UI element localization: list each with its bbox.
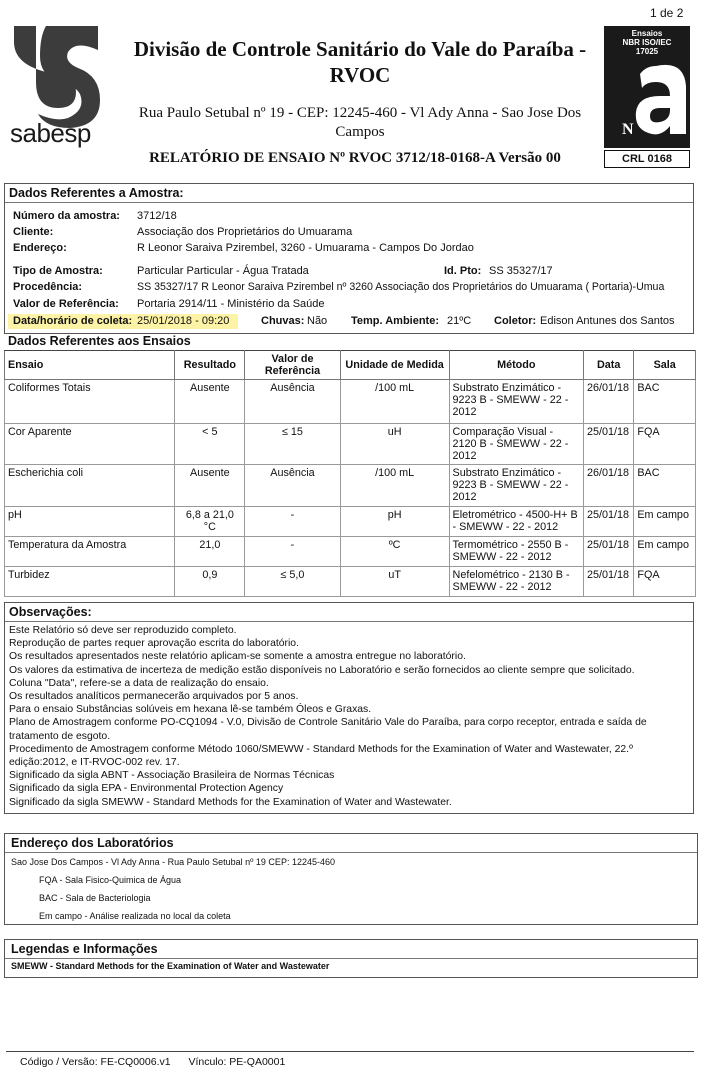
address-label: Endereço: — [13, 242, 67, 254]
observation-line: Coluna "Data", refere-se a data de realização do ensaio. — [9, 677, 269, 689]
test-method: Termométrico - 2550 B - SMEWW - 22 - 2012 — [449, 537, 583, 567]
test-result: 0,9 — [175, 567, 245, 597]
collector-label: Coletor: — [494, 315, 537, 327]
sample-section-title: Dados Referentes a Amostra: — [9, 186, 184, 200]
table-row — [5, 567, 696, 597]
test-reference: Ausência — [245, 465, 340, 507]
observation-line: Os resultados apresentados neste relatório aplicam-se somente a amostra entregue no laboratório. — [9, 651, 466, 663]
column-header: Valor de Referência — [245, 351, 340, 380]
observation-line: Os resultados analíticos permanecerão arquivados por 5 anos. — [9, 691, 299, 703]
table-row — [5, 465, 696, 507]
point-id-label: Id. Pto: — [444, 265, 482, 277]
sample-type-value: Particular Particular - Água Tratada — [137, 265, 309, 277]
test-method: Eletrométrico - 4500-H+ B - SMEWW - 22 - 2012 — [449, 507, 583, 537]
test-room: Em campo — [634, 507, 696, 537]
rain-label: Chuvas: — [261, 315, 305, 327]
logo-text: sabesp — [10, 118, 91, 148]
lab-item: BAC - Sala de Bacteriologia — [39, 893, 151, 903]
column-header: Unidade de Medida — [340, 351, 449, 380]
legends-title: Legendas e Informações — [11, 942, 158, 956]
test-date: 25/01/18 — [584, 424, 634, 465]
form-code: Código / Versão: FE-CQ0006.v1 — [20, 1056, 171, 1068]
test-result: Ausente — [175, 465, 245, 507]
column-header: Data — [584, 351, 634, 380]
temperature-value: 21ºC — [447, 315, 472, 327]
legends-section — [4, 939, 698, 978]
observation-line: tratamento de esgoto. — [9, 730, 111, 742]
lab-address: Rua Paulo Setubal nº 19 - CEP: 12245-460 - Vl Ady Anna - Sao Jose Dos Campos — [138, 105, 582, 140]
rain-value: Não — [307, 315, 328, 327]
table-row — [5, 424, 696, 465]
client-label: Cliente: — [13, 226, 54, 238]
crl-code: CRL 0168 — [604, 150, 690, 168]
address-value: R Leonor Saraiva Pzirembel, 3260 - Umuarama - Campos Do Jordao — [137, 242, 474, 254]
observations-header-bar — [5, 603, 693, 622]
test-room: FQA — [634, 567, 696, 597]
observation-line: Para o ensaio Substâncias solúveis em hexana lê-se também Óleos e Graxas. — [9, 704, 372, 716]
test-method: Substrato Enzimático - 9223 B - SMEWW - 22 - 2012 — [449, 465, 583, 507]
test-name: Temperatura da Amostra — [5, 537, 175, 567]
observation-line: Significado da sigla EPA - Environmental Protection Agency — [9, 783, 284, 795]
svg-text:Ensaios: Ensaios — [631, 29, 663, 38]
test-result: 6,8 a 21,0 °C — [175, 507, 245, 537]
column-header: Resultado — [175, 351, 245, 380]
test-reference: Ausência — [245, 380, 340, 424]
test-unit: /100 mL — [340, 465, 449, 507]
test-name: Cor Aparente — [5, 424, 175, 465]
point-id-value: SS 35327/17 — [489, 265, 553, 277]
tests-section-title: Dados Referentes aos Ensaios — [8, 334, 191, 348]
test-unit: uT — [340, 567, 449, 597]
test-name: Escherichia coli — [5, 465, 175, 507]
observations-title: Observações: — [9, 605, 92, 619]
test-unit: /100 mL — [340, 380, 449, 424]
test-date: 25/01/18 — [584, 567, 634, 597]
test-reference: ≤ 15 — [245, 424, 340, 465]
page-title: Divisão de Controle Sanitário do Vale do Paraíba - RVOC — [133, 37, 587, 87]
test-date: 26/01/18 — [584, 465, 634, 507]
test-method: Comparação Visual - 2120 B - SMEWW - 22 - 2012 — [449, 424, 583, 465]
sample-type-label: Tipo de Amostra: — [13, 265, 103, 277]
origin-label: Procedência: — [13, 281, 83, 293]
svg-text:17025: 17025 — [635, 47, 659, 56]
column-header: Ensaio — [5, 351, 175, 380]
labs-section — [4, 833, 698, 925]
test-date: 26/01/18 — [584, 380, 634, 424]
column-header: Sala — [634, 351, 696, 380]
test-unit: pH — [340, 507, 449, 537]
results-table — [4, 350, 696, 597]
test-unit: ºC — [340, 537, 449, 567]
test-room: BAC — [634, 380, 696, 424]
test-reference: - — [245, 507, 340, 537]
test-reference: ≤ 5,0 — [245, 567, 340, 597]
test-name: Turbidez — [5, 567, 175, 597]
temperature-label: Temp. Ambiente: — [351, 315, 440, 327]
observation-line: Os valores da estimativa de incerteza de medição estão disponíveis no Laboratório e serão fornecidos ao cliente sempre que solicitado. — [9, 664, 635, 676]
page-number: 1 de 2 — [650, 6, 684, 20]
svg-text:N: N — [622, 121, 634, 138]
test-method: Nefelométrico - 2130 B - SMEWW - 22 - 2012 — [449, 567, 583, 597]
collection-value: 25/01/2018 - 09:20 — [137, 315, 230, 327]
legends-text: SMEWW - Standard Methods for the Examination of Water and Wastewater — [11, 961, 330, 971]
observations-list — [9, 624, 647, 809]
form-link: Vínculo: PE-QA0001 — [188, 1056, 286, 1068]
table-row — [5, 537, 696, 567]
test-room: BAC — [634, 465, 696, 507]
test-reference: - — [245, 537, 340, 567]
client-value: Associação dos Proprietários do Umuarama — [137, 226, 353, 238]
lab-item: FQA - Sala Fisico-Quimica de Água — [39, 875, 182, 885]
observation-line: Este Relatório só deve ser reproduzido completo. — [9, 625, 237, 636]
sample-number-label: Número da amostra: — [13, 210, 120, 222]
origin-value: SS 35327/17 R Leonor Saraiva Pzirembel nº 3260 Associação dos Proprietários do Umuarama ( Portaria)-Umua — [137, 281, 665, 293]
test-date: 25/01/18 — [584, 537, 634, 567]
test-result: 21,0 — [175, 537, 245, 567]
observation-line: Significado da sigla ABNT - Associação Brasileira de Normas Técnicas — [9, 770, 335, 782]
sample-number-value: 3712/18 — [137, 210, 177, 222]
test-method: Substrato Enzimático - 9223 B - SMEWW - 22 - 2012 — [449, 380, 583, 424]
collector-value: Edison Antunes dos Santos — [540, 315, 675, 327]
test-name: pH — [5, 507, 175, 537]
lab-item: Em campo - Análise realizada no local da coleta — [39, 911, 231, 921]
test-room: Em campo — [634, 537, 696, 567]
table-row — [5, 507, 696, 537]
reference-value: Portaria 2914/11 - Ministério da Saúde — [137, 298, 325, 310]
test-name: Coliformes Totais — [5, 380, 175, 424]
accreditation-seal — [604, 26, 690, 168]
observations-section — [4, 602, 694, 814]
observation-line: Plano de Amostragem conforme PO-CQ1094 - V.0, Divisão de Controle Sanitário Vale do Paraíba, para corpo receptor, entrada e saída de — [9, 717, 647, 729]
test-result: Ausente — [175, 380, 245, 424]
svg-text:NBR ISO/IEC: NBR ISO/IEC — [622, 38, 672, 47]
reference-label: Valor de Referência: — [13, 298, 119, 310]
table-header-row — [5, 351, 696, 380]
test-date: 25/01/18 — [584, 507, 634, 537]
footer-rule — [6, 1051, 694, 1052]
test-unit: uH — [340, 424, 449, 465]
observation-line: Reprodução de partes requer aprovação escrita do laboratório. — [9, 638, 299, 650]
report-title: RELATÓRIO DE ENSAIO Nº RVOC 3712/18-0168-A Versão 00 — [149, 150, 561, 166]
observation-line: Procedimento de Amostragem conforme Método 1060/SMEWW - Standard Methods for the Examination of Water and Wastewater, 22.º — [9, 743, 633, 755]
table-row — [5, 380, 696, 424]
observation-line: edição:2012, e IT-RVOC-002 rev. 17. — [9, 757, 180, 769]
observation-line: Significado da sigla SMEWW - Standard Methods for the Examination of Water and Wastewater. — [9, 796, 452, 808]
sample-section — [4, 183, 694, 334]
test-room: FQA — [634, 424, 696, 465]
test-result: < 5 — [175, 424, 245, 465]
collection-label: Data/horário de coleta: — [13, 315, 133, 327]
labs-address: Sao Jose Dos Campos - Vl Ady Anna - Rua Paulo Setubal nº 19 CEP: 12245-460 — [11, 857, 335, 867]
labs-title: Endereço dos Laboratórios — [11, 836, 174, 850]
column-header: Método — [449, 351, 583, 380]
footer — [20, 1056, 285, 1068]
